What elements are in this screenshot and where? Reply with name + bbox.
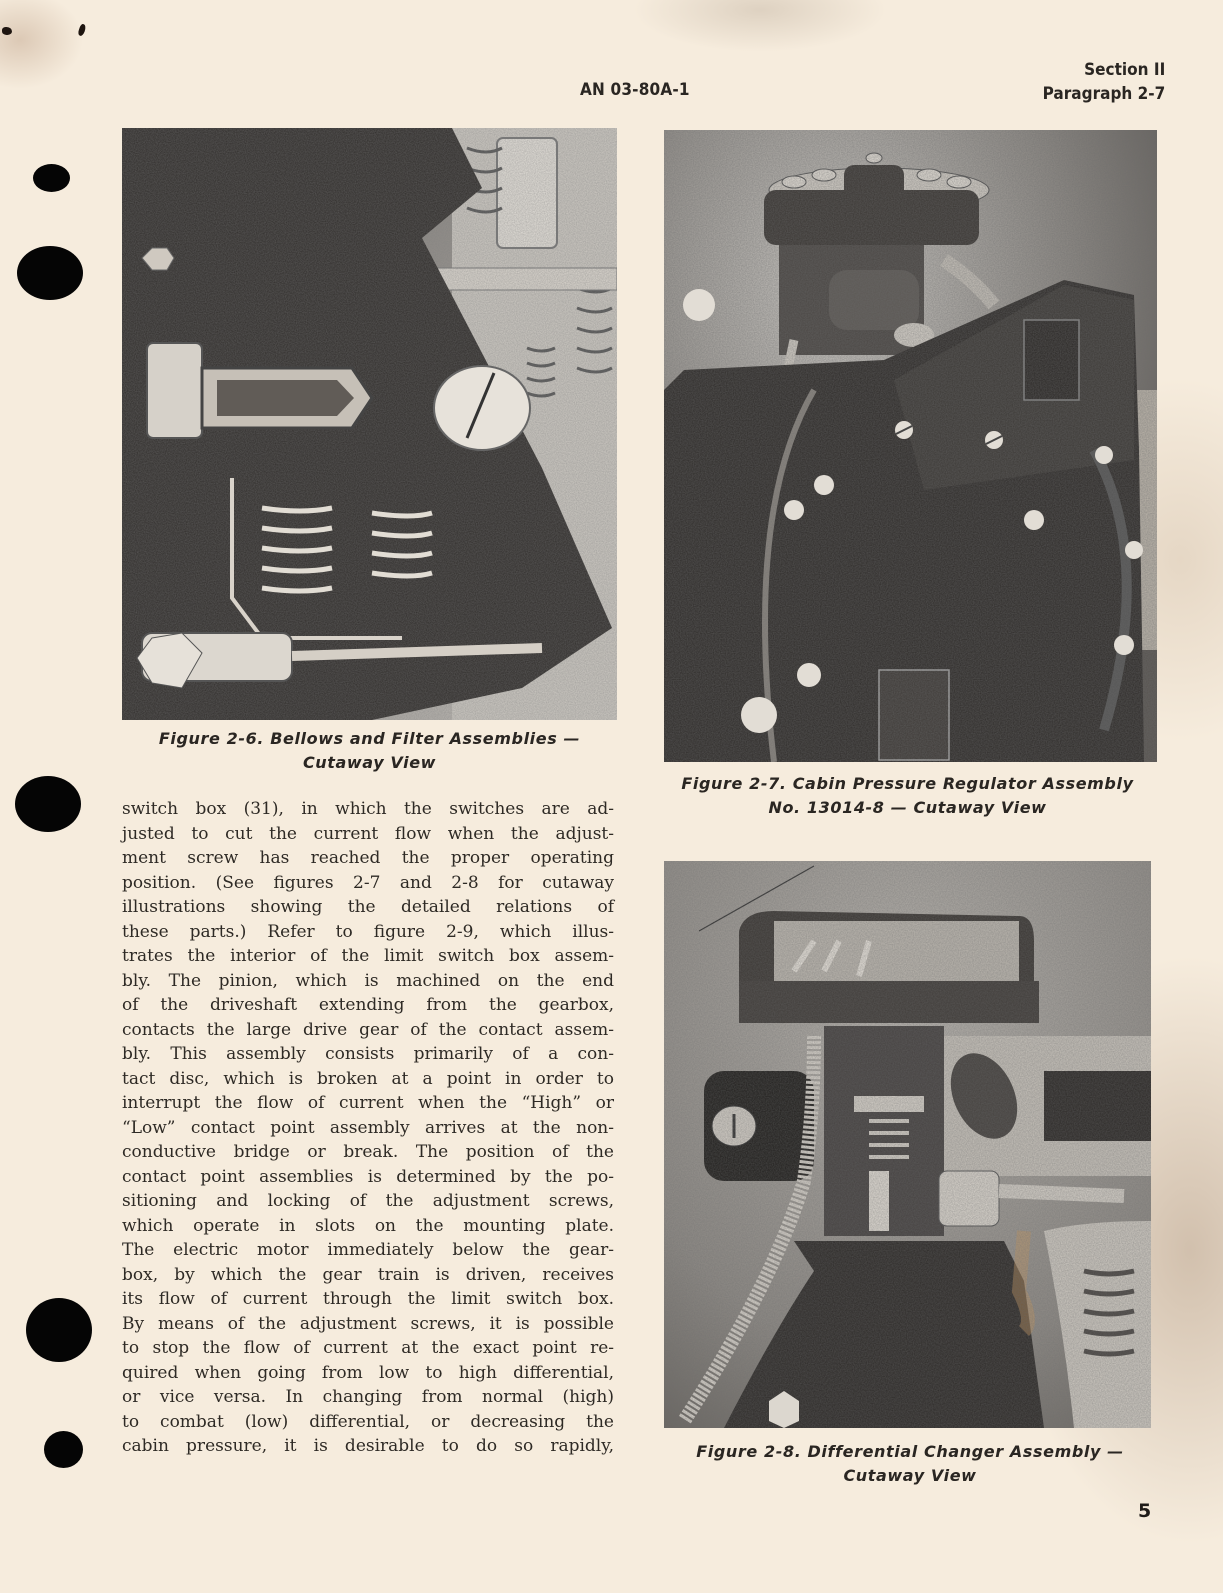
text-line: bly. This assembly consists primarily of a con- bbox=[122, 1044, 614, 1064]
document-number: AN 03-80A-1 bbox=[580, 80, 690, 100]
text-line: switch box (31), in which the switches are ad- bbox=[122, 799, 614, 819]
text-line: By means of the adjustment screws, it is possible bbox=[122, 1313, 614, 1334]
figure-2-7-image bbox=[664, 130, 1157, 762]
figure-2-6-caption bbox=[122, 727, 617, 775]
figure-2-6-image bbox=[122, 128, 617, 720]
text-line: which operate in slots on the mounting plate. bbox=[122, 1215, 614, 1236]
ink-mark bbox=[77, 23, 87, 36]
binder-hole bbox=[26, 1298, 92, 1362]
section-label: Section II bbox=[1083, 60, 1165, 80]
text-line: quired when going from low to high differential, bbox=[122, 1362, 614, 1383]
text-line: these parts.) Refer to figure 2-9, which illus- bbox=[122, 921, 614, 942]
text-line: illustrations showing the detailed relations of bbox=[122, 897, 614, 917]
text-line: “Low” contact point assembly arrives at the non- bbox=[122, 1117, 614, 1138]
ink-mark bbox=[2, 27, 12, 35]
figure-2-8-caption-line1: Figure 2-8. Differential Changer Assembly — bbox=[696, 1442, 1124, 1461]
text-line: to stop the flow of current at the exact point re- bbox=[122, 1338, 614, 1358]
text-line: The electric motor immediately below the gear- bbox=[122, 1240, 614, 1260]
figure-2-8-caption bbox=[660, 1440, 1160, 1488]
text-line: justed to cut the current flow when the adjust- bbox=[122, 823, 614, 844]
text-line: sitioning and locking of the adjustment screws, bbox=[122, 1191, 614, 1211]
section-header bbox=[1029, 58, 1165, 106]
text-line: bly. The pinion, which is machined on the end bbox=[122, 970, 614, 991]
text-line: interrupt the flow of current when the “High” or bbox=[122, 1093, 614, 1113]
binder-hole bbox=[44, 1431, 83, 1468]
figure-2-8-image bbox=[664, 861, 1151, 1428]
paragraph-label: Paragraph 2-7 bbox=[1042, 84, 1165, 104]
cabin-pressure-regulator-illustration bbox=[664, 130, 1157, 762]
text-line: of the driveshaft extending from the gearbox, bbox=[122, 995, 614, 1015]
text-line: tact disc, which is broken at a point in order to bbox=[122, 1068, 614, 1089]
figure-2-6-caption-line1: Figure 2-6. Bellows and Filter Assemblies — bbox=[158, 729, 581, 748]
differential-changer-illustration bbox=[664, 861, 1151, 1428]
body-paragraph bbox=[122, 797, 614, 1459]
text-line: to combat (low) differential, or decreasing the bbox=[122, 1411, 614, 1432]
text-line: position. (See figures 2-7 and 2-8 for cutaway bbox=[122, 872, 614, 893]
text-line: trates the interior of the limit switch box assem- bbox=[122, 946, 614, 966]
binder-hole bbox=[33, 164, 70, 192]
figure-2-7-caption-line1: Figure 2-7. Cabin Pressure Regulator Assembly bbox=[681, 774, 1134, 793]
figure-2-7-caption bbox=[655, 772, 1160, 820]
text-line: ment screw has reached the proper operating bbox=[122, 848, 614, 868]
figure-2-8-caption-line2: Cutaway View bbox=[843, 1466, 977, 1485]
figure-2-7-caption-line2: No. 13014-8 — Cutaway View bbox=[768, 798, 1047, 817]
text-line: conductive bridge or break. The position of the bbox=[122, 1142, 614, 1162]
text-line: box, by which the gear train is driven, receives bbox=[122, 1264, 614, 1285]
bellows-filter-illustration bbox=[122, 128, 617, 720]
binder-hole bbox=[17, 246, 83, 300]
page-number: 5 bbox=[1138, 1500, 1152, 1522]
text-line: cabin pressure, it is desirable to do so rapidly, bbox=[122, 1436, 614, 1456]
text-line: contacts the large drive gear of the contact assem- bbox=[122, 1019, 614, 1040]
text-line: its flow of current through the limit switch box. bbox=[122, 1289, 614, 1309]
figure-2-6-caption-line2: Cutaway View bbox=[302, 753, 437, 772]
binder-hole bbox=[15, 776, 81, 832]
text-line: or vice versa. In changing from normal (high) bbox=[122, 1387, 614, 1407]
text-line: contact point assemblies is determined by the po- bbox=[122, 1166, 614, 1187]
